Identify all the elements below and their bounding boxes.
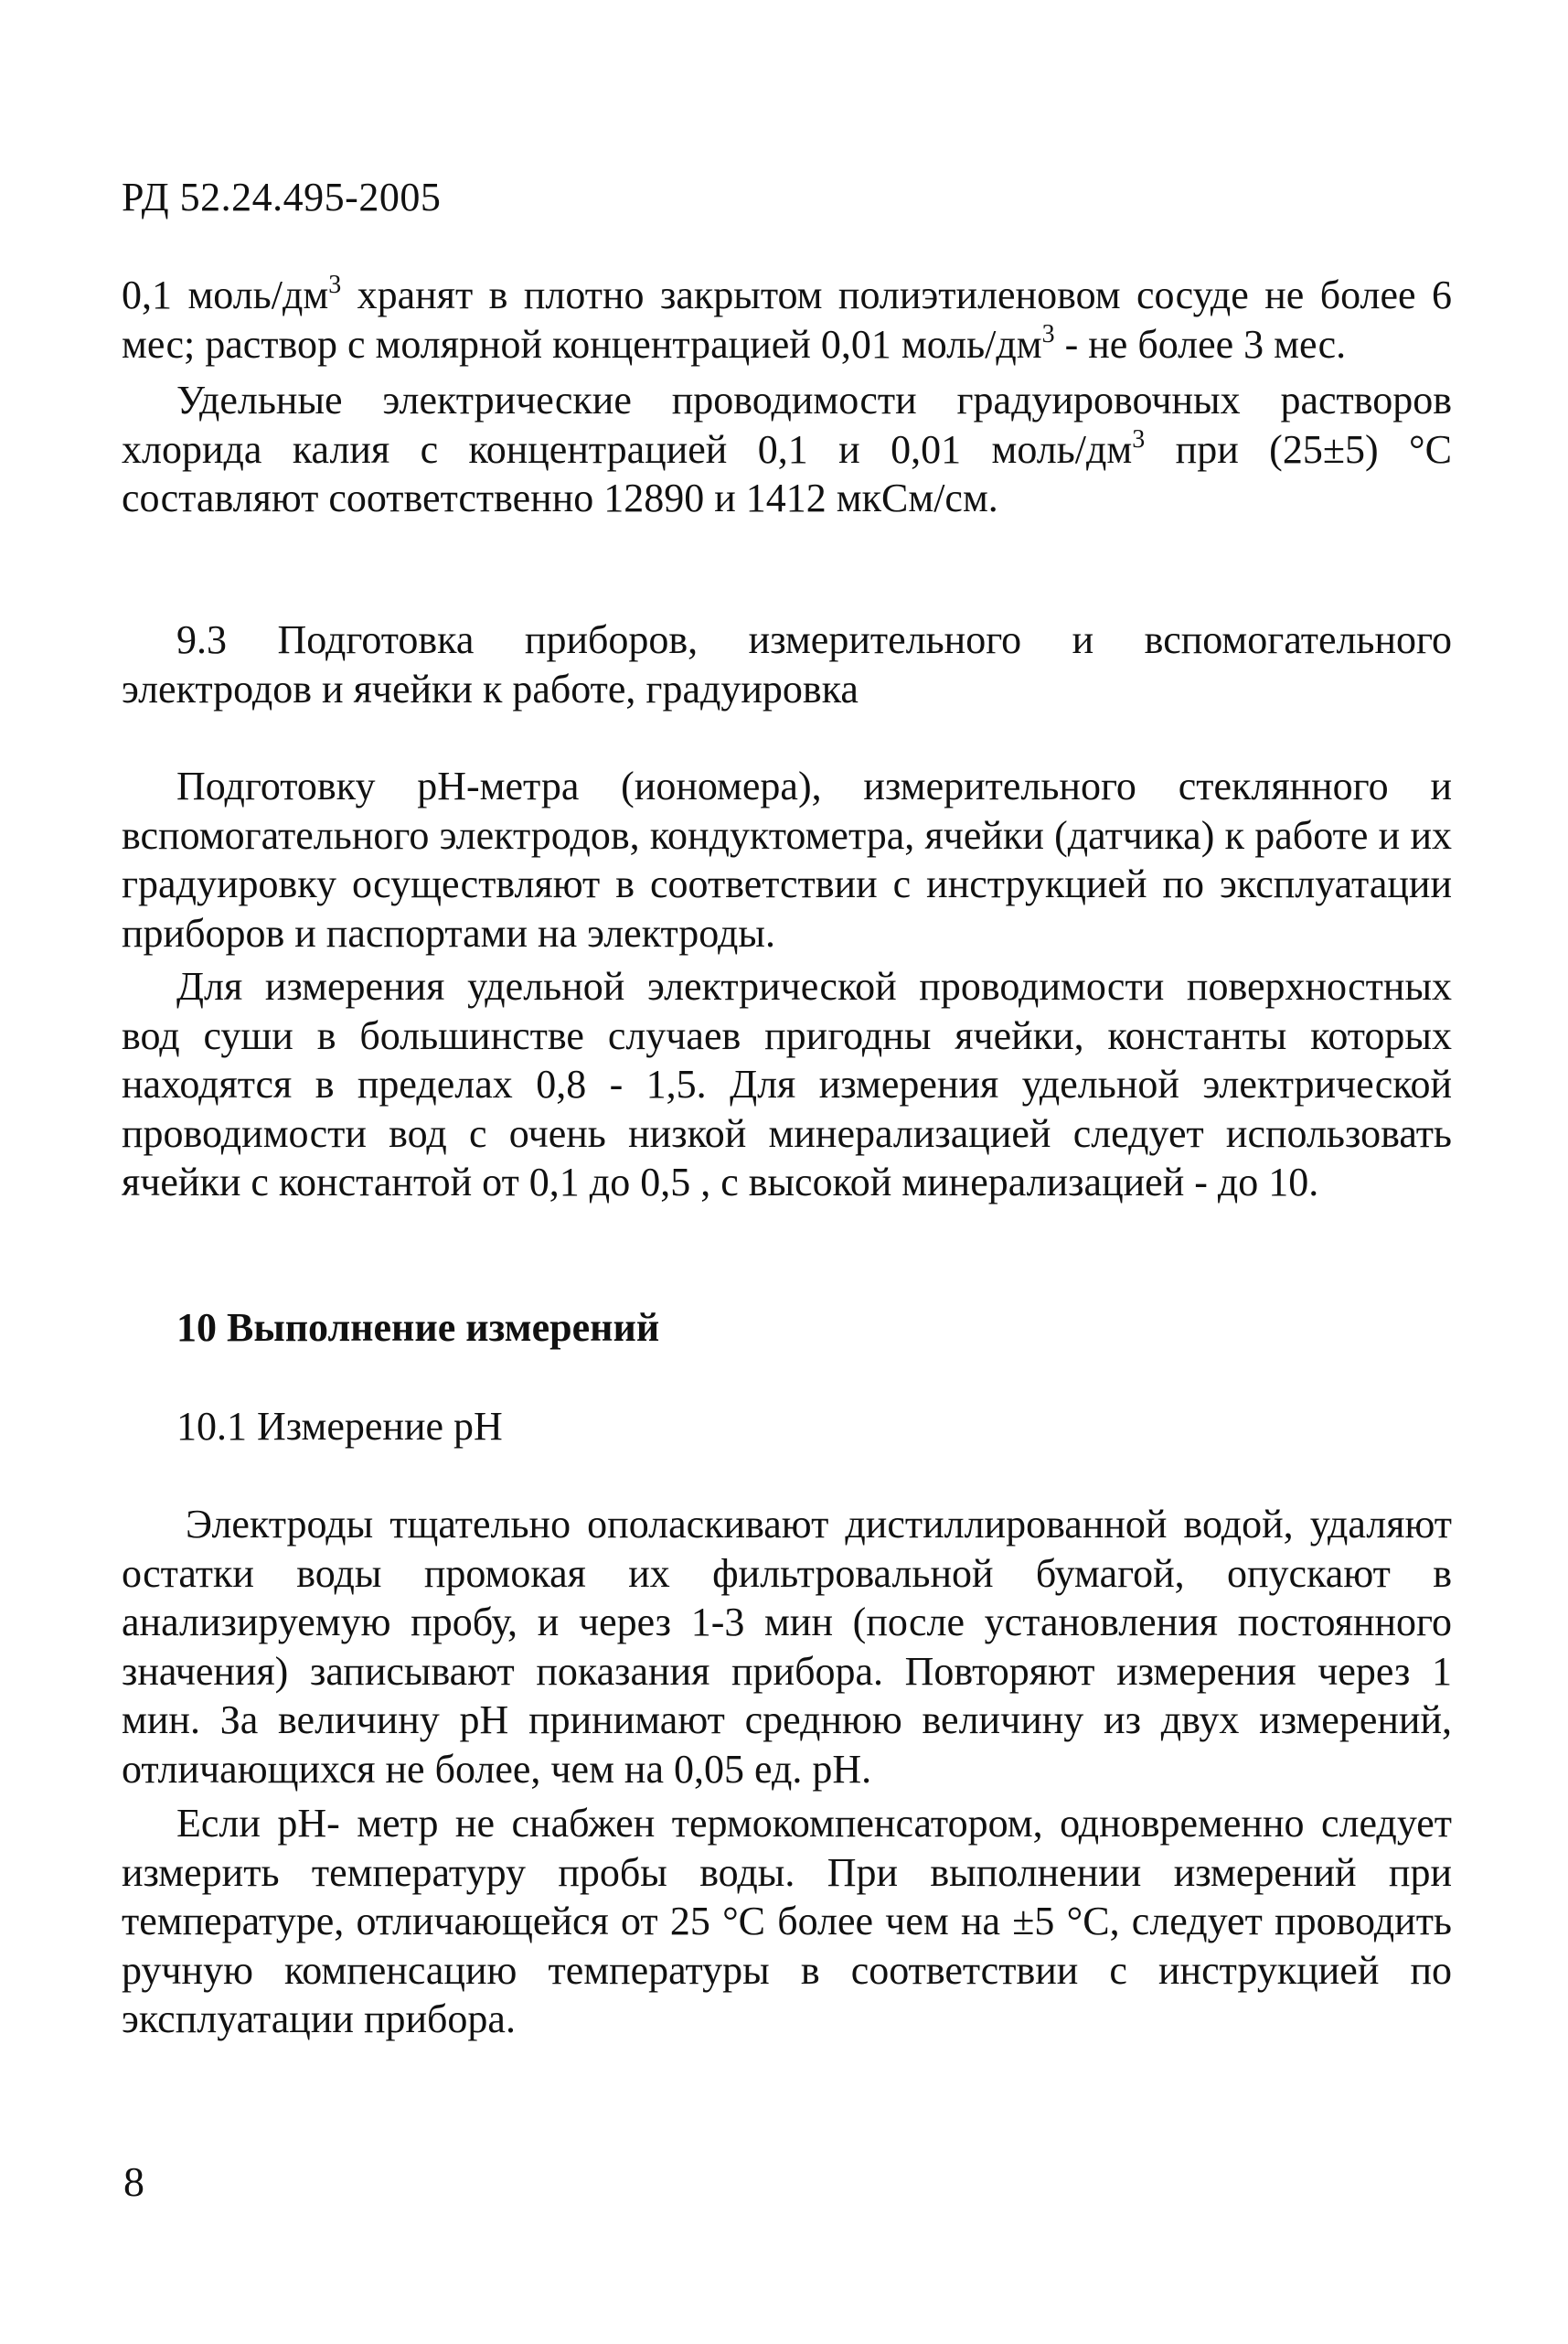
superscript: 3 — [328, 271, 342, 300]
superscript: 3 — [1041, 319, 1055, 348]
section-10-1-body — [122, 1500, 1452, 2044]
page-number: 8 — [123, 2158, 144, 2205]
conductivity-paragraph — [122, 376, 1452, 523]
section-10-1-heading: 10.1 Измерение рН — [176, 1404, 503, 1449]
cell-constant-paragraph: Для измерения удельной электрической проводимости поверхностных вод суши в большинстве случаев пригодны ячейки, константы которых находятся в пределах 0,8 - 1,5. Для измерения удельной электрической проводимости вод с очень низкой минерализацией следует использовать ячейки с константой от 0,1 до 0,5 , с высокой минерализацией - до 10. — [122, 964, 1452, 1204]
section-9-3-heading — [122, 615, 1452, 713]
temperature-paragraph: Если рН- метр не снабжен термокомпенсатором, одновременно следует измерить температуру пробы воды. При выполнении измерений при температуре, отличающейся от 25 °С более чем на ±5 °С, следует проводить ручную компенсацию температуры в соответствии с инструкцией по эксплуатации прибора. — [122, 1801, 1452, 2041]
document-code: РД 52.24.495-2005 — [122, 175, 442, 219]
ph-measurement-paragraph: Электроды тщательно ополаскивают дистиллированной водой, удаляют остатки воды промокая их фильтровальной бумагой, опускают в анализируемую пробу, и через 1-3 мин (после установления постоянного значения) записывают показания прибора. Повторяют измерения через 1 мин. За величину рН принимают среднюю величину из двух измерений, отличающихся не более, чем на 0,05 ед. рН. — [122, 1502, 1452, 1792]
storage-text-part: 0,1 моль/дм — [122, 273, 329, 317]
section-heading-line: 9.3 Подготовка приборов, измерительного и вспомогательного — [176, 617, 1452, 662]
storage-text-part: хранят в плотно закрытом полиэтиленовом сосуде не более 6 мес; раствор с молярной концентрацией 0,01 моль/дм — [122, 273, 1452, 367]
section-heading-line: электродов и ячейки к работе, градуировка — [122, 666, 859, 712]
preparation-paragraph: Подготовку рН-метра (иономера), измерительного стеклянного и вспомогательного электродов, кондуктометра, ячейки (датчика) к работе и их градуировку осуществляют в соответствии с инструкцией по эксплуатации приборов и паспортами на электроды. — [122, 764, 1452, 956]
conductivity-text-part: Удельные электрические проводимости градуировочных растворов хлорида калия с концентрацией 0,1 и 0,01 моль/дм — [122, 378, 1452, 472]
storage-text — [122, 271, 1452, 523]
storage-text-part: - не более 3 мес. — [1054, 321, 1347, 367]
superscript: 3 — [1132, 424, 1146, 454]
section-10-heading: 10 Выполнение измерений — [176, 1305, 660, 1350]
storage-paragraph — [122, 271, 1452, 369]
conductivity-text-part: при (25±5) °С составляют соответственно 12890 и 1412 мкСм/см. — [122, 426, 1452, 520]
section-9-3-body — [122, 762, 1452, 1207]
